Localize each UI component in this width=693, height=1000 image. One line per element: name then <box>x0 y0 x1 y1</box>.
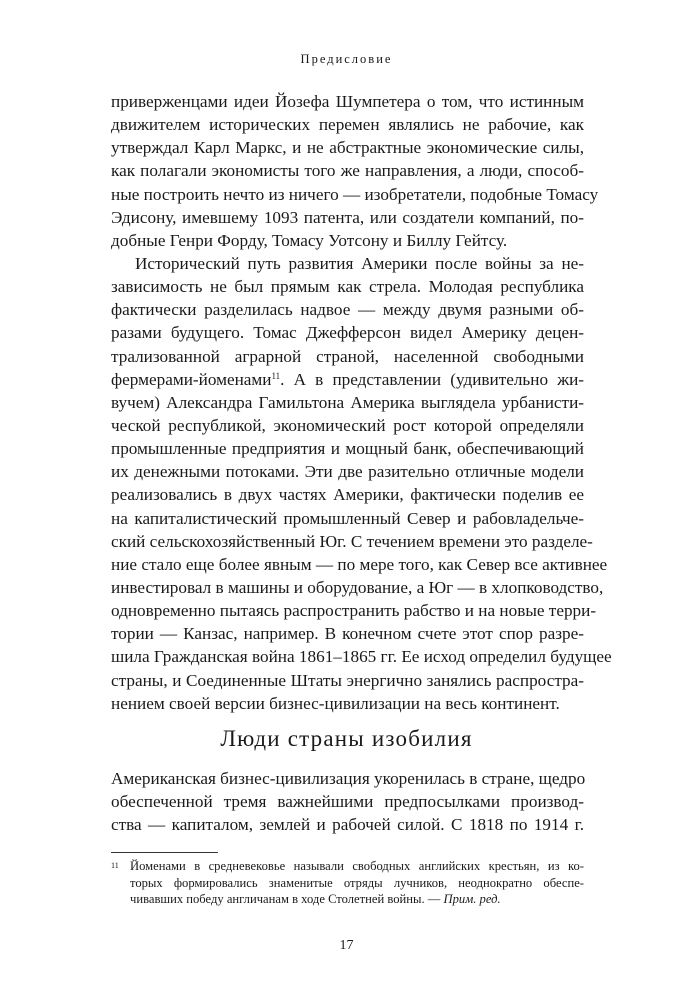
footnote-marker: 11 <box>111 861 119 870</box>
editor-note: Прим. ред. <box>443 892 501 906</box>
text-line: утверждал Карл Маркс, и не абстрактные экономические силы, <box>111 138 584 158</box>
text-line: их денежными потоками. Эти две разительно отличные модели <box>111 462 584 482</box>
text-line: инвестировал в машины и оборудование, а Юг — в хлопководство, <box>111 577 604 597</box>
running-head: Предисловие <box>300 52 393 66</box>
text-line: нением своей версии бизнес-цивилизации на весь континент. <box>111 693 560 713</box>
text-line: зависимость не был прямым как стрела. Молодая республика <box>111 277 584 297</box>
text-line: вучем) Александра Гамильтона Америка выглядела урбанисти- <box>111 392 584 412</box>
text-line: ства — капиталом, землей и рабочей силой. С 1818 по 1914 г. <box>111 815 584 835</box>
text-line: ческой республикой, экономический рост которой определяли <box>111 415 584 435</box>
text-line: тории — Канзас, например. В конечном счете этот спор разре- <box>111 624 584 644</box>
body-text-top <box>111 90 612 715</box>
footnote-line: Йоменами в средневековье называли свободных английских крестьян, из ко- <box>130 859 584 873</box>
text-line: добные Генри Форду, Томасу Уотсону и Биллу Гейтсу. <box>111 230 508 250</box>
text-line: фактически разделилась надвое — между двумя разными об- <box>111 300 584 320</box>
footnote-line: торых формировались знаменитые отряды лучников, неоднократно обеспе- <box>130 875 584 890</box>
text-line: движителем исторических перемен являлись не рабочие, как <box>111 115 584 135</box>
page-number: 17 <box>339 938 354 953</box>
text-line: промышленные предприятия и мощный банк, обеспечивающий <box>111 439 584 459</box>
text-line: реализовались в двух частях Америки, фактически поделив ее <box>111 485 584 505</box>
text-line: разами будущего. Томас Джефферсон видел Америку децен- <box>111 323 584 343</box>
text-line: шила Гражданская война 1861–1865 гг. Ее исход определил будущее <box>111 647 612 667</box>
text-line: на капиталистический промышленный Север и рабовладельче- <box>111 508 584 528</box>
text-line: Исторический путь развития Америки после войны за не- <box>135 253 584 273</box>
section-heading: Люди страны изобилия <box>220 726 473 751</box>
text-fragment: . А в представлении <box>280 369 442 389</box>
text-line: страны, и Соединенные Штаты энергично занялись распростра- <box>111 670 584 690</box>
body-text-bottom <box>111 767 584 836</box>
text-line-with-footnote-ref <box>111 368 584 391</box>
text-line: ние стало еще более явным — по мере того, как Север все активнее <box>111 554 608 574</box>
text-line: трализованной аграрной страной, населенной свободными <box>111 346 584 366</box>
text-line: ский сельскохозяйственный Юг. С течением времени это разделе- <box>111 531 593 551</box>
footnote-divider <box>111 852 218 853</box>
text-line: приверженцами идеи Йозефа Шумпетера о том, что истинным <box>111 92 584 111</box>
text-line: Эдисону, имевшему 1093 патента, или создатели компаний, по- <box>111 207 584 227</box>
footnote-text: чивавших победу англичанам в ходе Столетней войны. — <box>130 892 441 906</box>
text-line: как полагали экономисты того же направления, а люди, способ- <box>111 161 584 181</box>
text-line: Американская бизнес-цивилизация укоренилась в стране, щедро <box>111 769 586 788</box>
footnote-reference[interactable]: 11 <box>271 370 281 381</box>
text-fragment: (удивительно жи- <box>450 369 585 389</box>
footnote <box>111 858 584 908</box>
text-line: обеспеченной тремя важнейшими предпосылками производ- <box>111 792 584 812</box>
text-line: ные построить нечто из ничего — изобретатели, подобные Томасу <box>111 184 599 204</box>
text-fragment: фермерами-йоменами <box>111 369 272 389</box>
footnote-line-last <box>130 891 584 908</box>
text-line: одновременно пытаясь распространить рабство и на новые терри- <box>111 601 597 621</box>
